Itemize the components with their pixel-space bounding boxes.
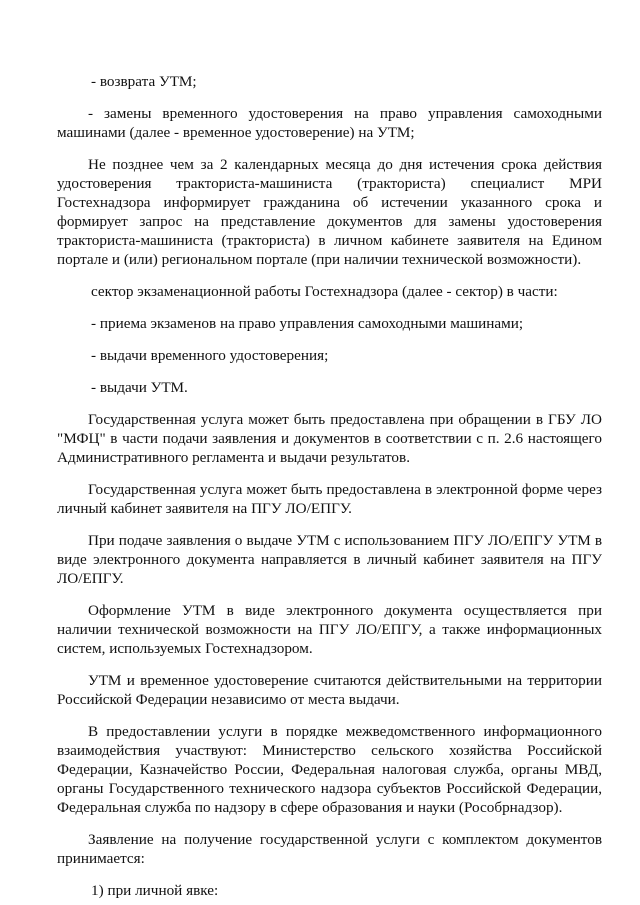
paragraph-return-utm: - возврата УТМ; <box>91 73 197 90</box>
paragraph-mfc-service: Государственная услуга может быть предоставлена при обращении в ГБУ ЛО "МФЦ" в части подачи заявления и документов в соответствии с п. 2.6 настоящего Административного регламента и выдачи результатов. <box>57 411 602 466</box>
paragraph-electronic-document: Оформление УТМ в виде электронного документа осуществляется при наличии технической возможности на ПГУ ЛО/ЕПГУ, а также информационных систем, используемых Гостехнадзором. <box>57 602 602 657</box>
paragraph-personal-visit: 1) при личной явке: <box>91 882 219 899</box>
paragraph-exam-acceptance: - приема экзаменов на право управления самоходными машинами; <box>91 315 524 332</box>
paragraph-electronic-service: Государственная услуга может быть предоставлена в электронной форме через личный кабинет заявителя на ПГУ ЛО/ЕПГУ. <box>57 481 602 517</box>
paragraph-replace-temporary-certificate: - замены временного удостоверения на право управления самоходными машинами (далее - временное удостоверение) на УТМ; <box>57 105 602 141</box>
paragraph-expiry-notice: Не позднее чем за 2 календарных месяца до дня истечения срока действия удостоверения тракториста-машиниста (тракториста) специалист МРИ Гостехнадзора информирует гражданина об истечении указанного срока и формирует запрос на представление документов для замены удостоверения тракториста-машиниста (тракториста) в личном кабинете заявителя на Едином портале и (или) региональном портале (при наличии технической возможности). <box>57 156 602 268</box>
paragraph-validity: УТМ и временное удостоверение считаются действительными на территории Российской Федерации независимо от места выдачи. <box>57 672 602 708</box>
paragraph-utm-issue: - выдачи УТМ. <box>91 379 188 396</box>
paragraph-interagency-cooperation: В предоставлении услуги в порядке межведомственного информационного взаимодействия участвуют: Министерство сельского хозяйства Российской Федерации, Казначейство России, Федеральная налоговая служба, органы МВД, органы Государственного технического надзора субъектов Российской Федерации, Федеральная служба по надзору в сфере образования и науки (Рособрнадзор). <box>57 723 602 816</box>
paragraph-electronic-application: При подаче заявления о выдаче УТМ с использованием ПГУ ЛО/ЕПГУ УТМ в виде электронного документа направляется в личный кабинет заявителя на ПГУ ЛО/ЕПГУ. <box>57 532 602 587</box>
paragraph-application-acceptance: Заявление на получение государственной услуги с комплектом документов принимается: <box>57 831 602 867</box>
paragraph-exam-sector: сектор экзаменационной работы Гостехнадзора (далее - сектор) в части: <box>91 283 558 300</box>
paragraph-temporary-certificate-issue: - выдачи временного удостоверения; <box>91 347 329 364</box>
